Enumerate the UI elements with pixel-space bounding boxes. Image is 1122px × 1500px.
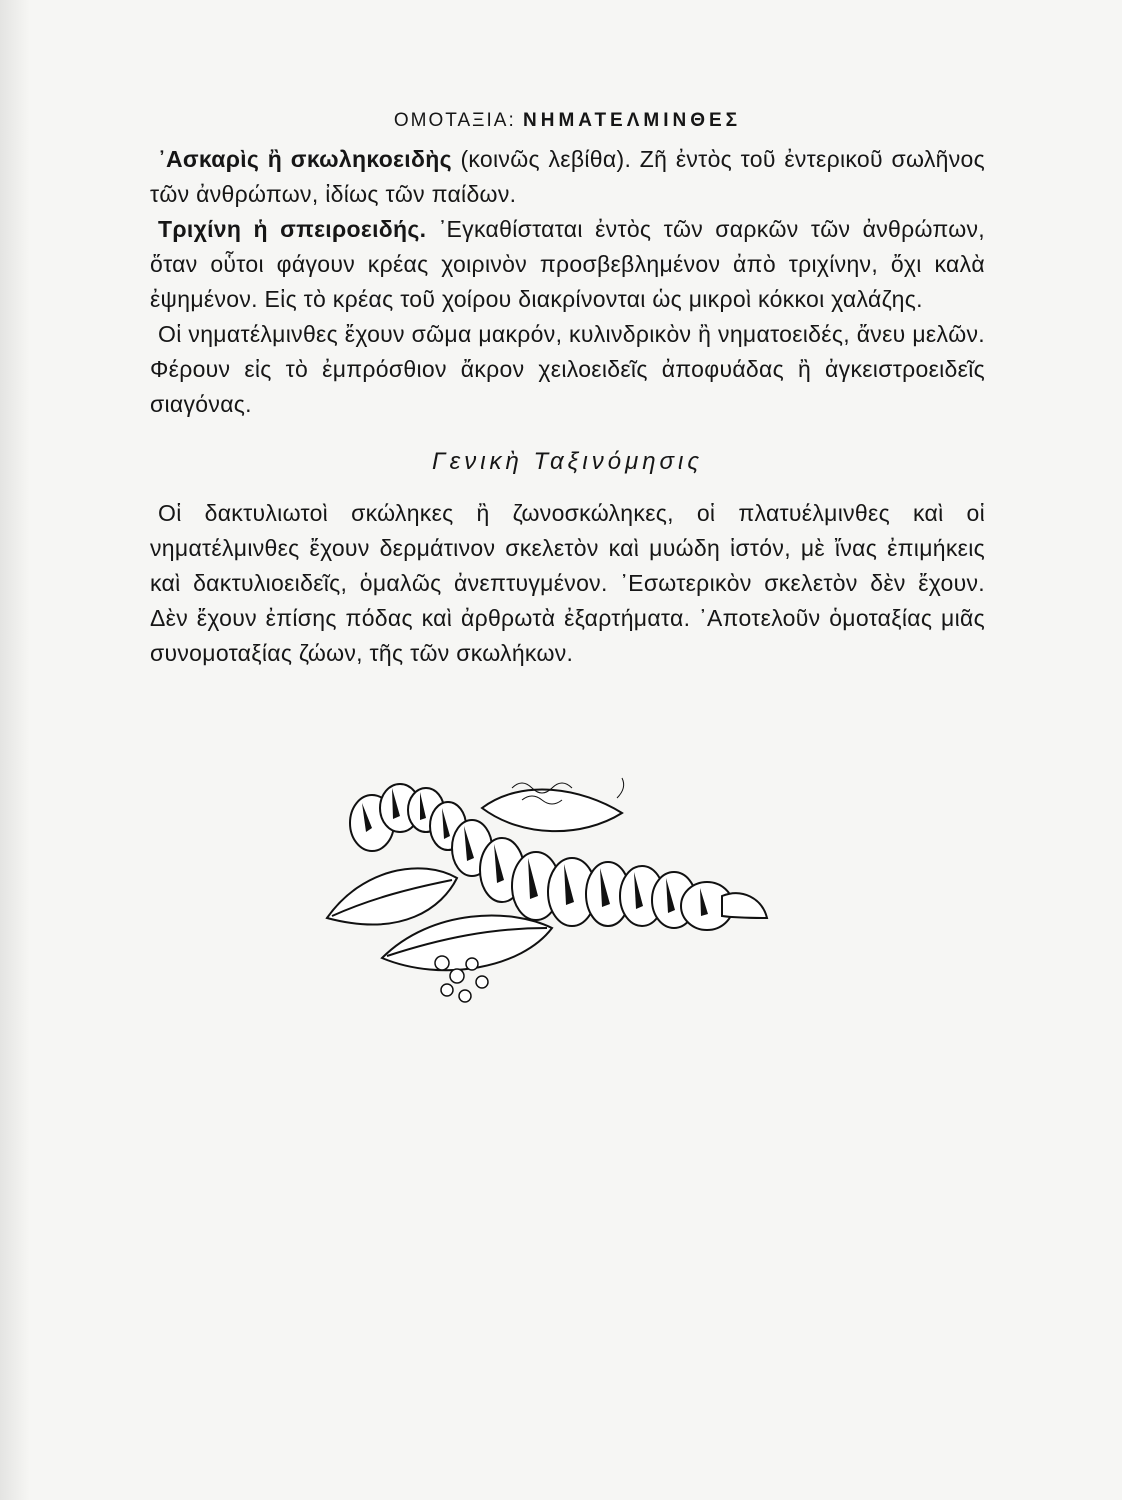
paragraph-nematodes: Οἱ νηματέλμινθες ἔχουν σῶμα μακρόν, κυλινδρικὸν ἢ νηματοειδές, ἄνευ μελῶν. Φέρουν εἰς τὸ ἐμπρόσθιον ἄκρον χειλοειδεῖς ἀποφυάδας ἢ ἀγκειστροειδεῖς σιαγόνας. xyxy=(150,321,985,417)
paragraph-classification: Οἱ δακτυλιωτοὶ σκώληκες ἢ ζωνοσκώληκες, οἱ πλατυέλμινθες καὶ οἱ νηματέλμινθες ἔχουν δερμάτινον σκελετὸν καὶ μυώδη ἱστόν, μὲ ἴνας ἐπιμήκεις καὶ δακτυλιοειδεῖς, ὁμαλῶς ἀνεπτυγμένον. ᾿Εσωτερικὸν σκελετὸν δὲν ἔχουν. Δὲν ἔχουν ἐπίσης πόδας καὶ ἀρθρωτὰ ἐξαρτήματα. ᾿Αποτελοῦν ὁμοταξίας μιᾶς συνομοταξίας ζώων, τῆς τῶν σκωλήκων. xyxy=(150,500,985,666)
subtitle: Γενικὴ Ταξινόμησις xyxy=(431,448,704,475)
leaf-left xyxy=(327,868,457,924)
heading-title: ΝΗΜΑΤΕΛΜΙΝΘΕΣ xyxy=(523,110,742,131)
page-edge-shadow xyxy=(0,0,30,1500)
page-content xyxy=(150,110,985,671)
heading-prefix: ΟΜΟΤΑΞΙΑ: xyxy=(393,110,516,131)
text-trichina: ᾿Εγκαθίσταται ἐντὸς τῶν σαρκῶν τῶν ἀνθρώπων, ὅταν οὗτοι φάγουν κρέας χοιρινὸν προσβεβλημένον ἀπὸ τριχίνην, ὄχι καλὰ ἐψημένον. Εἰς τὸ κρέας τοῦ χοίρου διακρίνονται ὡς μικροὶ κόκκοι χαλάζης. xyxy=(150,216,985,312)
paragraph-trichina xyxy=(150,212,985,317)
paragraph-ascaris xyxy=(150,142,985,212)
term-ascaris: ᾿Ασκαρὶς ἢ σκωληκοειδὴς xyxy=(158,146,452,172)
caterpillar-illustration xyxy=(322,768,772,1018)
term-trichina: Τριχίνη ἡ σπειροειδής. xyxy=(158,216,427,242)
section-heading xyxy=(150,110,985,132)
leaf-right xyxy=(482,789,622,831)
text-ascaris: (κοινῶς λεβίθα). Ζῆ ἐντὸς τοῦ ἐντερικοῦ σωλῆνος τῶν ἀνθρώπων, ἰδίως τῶν παίδων. xyxy=(150,146,986,207)
